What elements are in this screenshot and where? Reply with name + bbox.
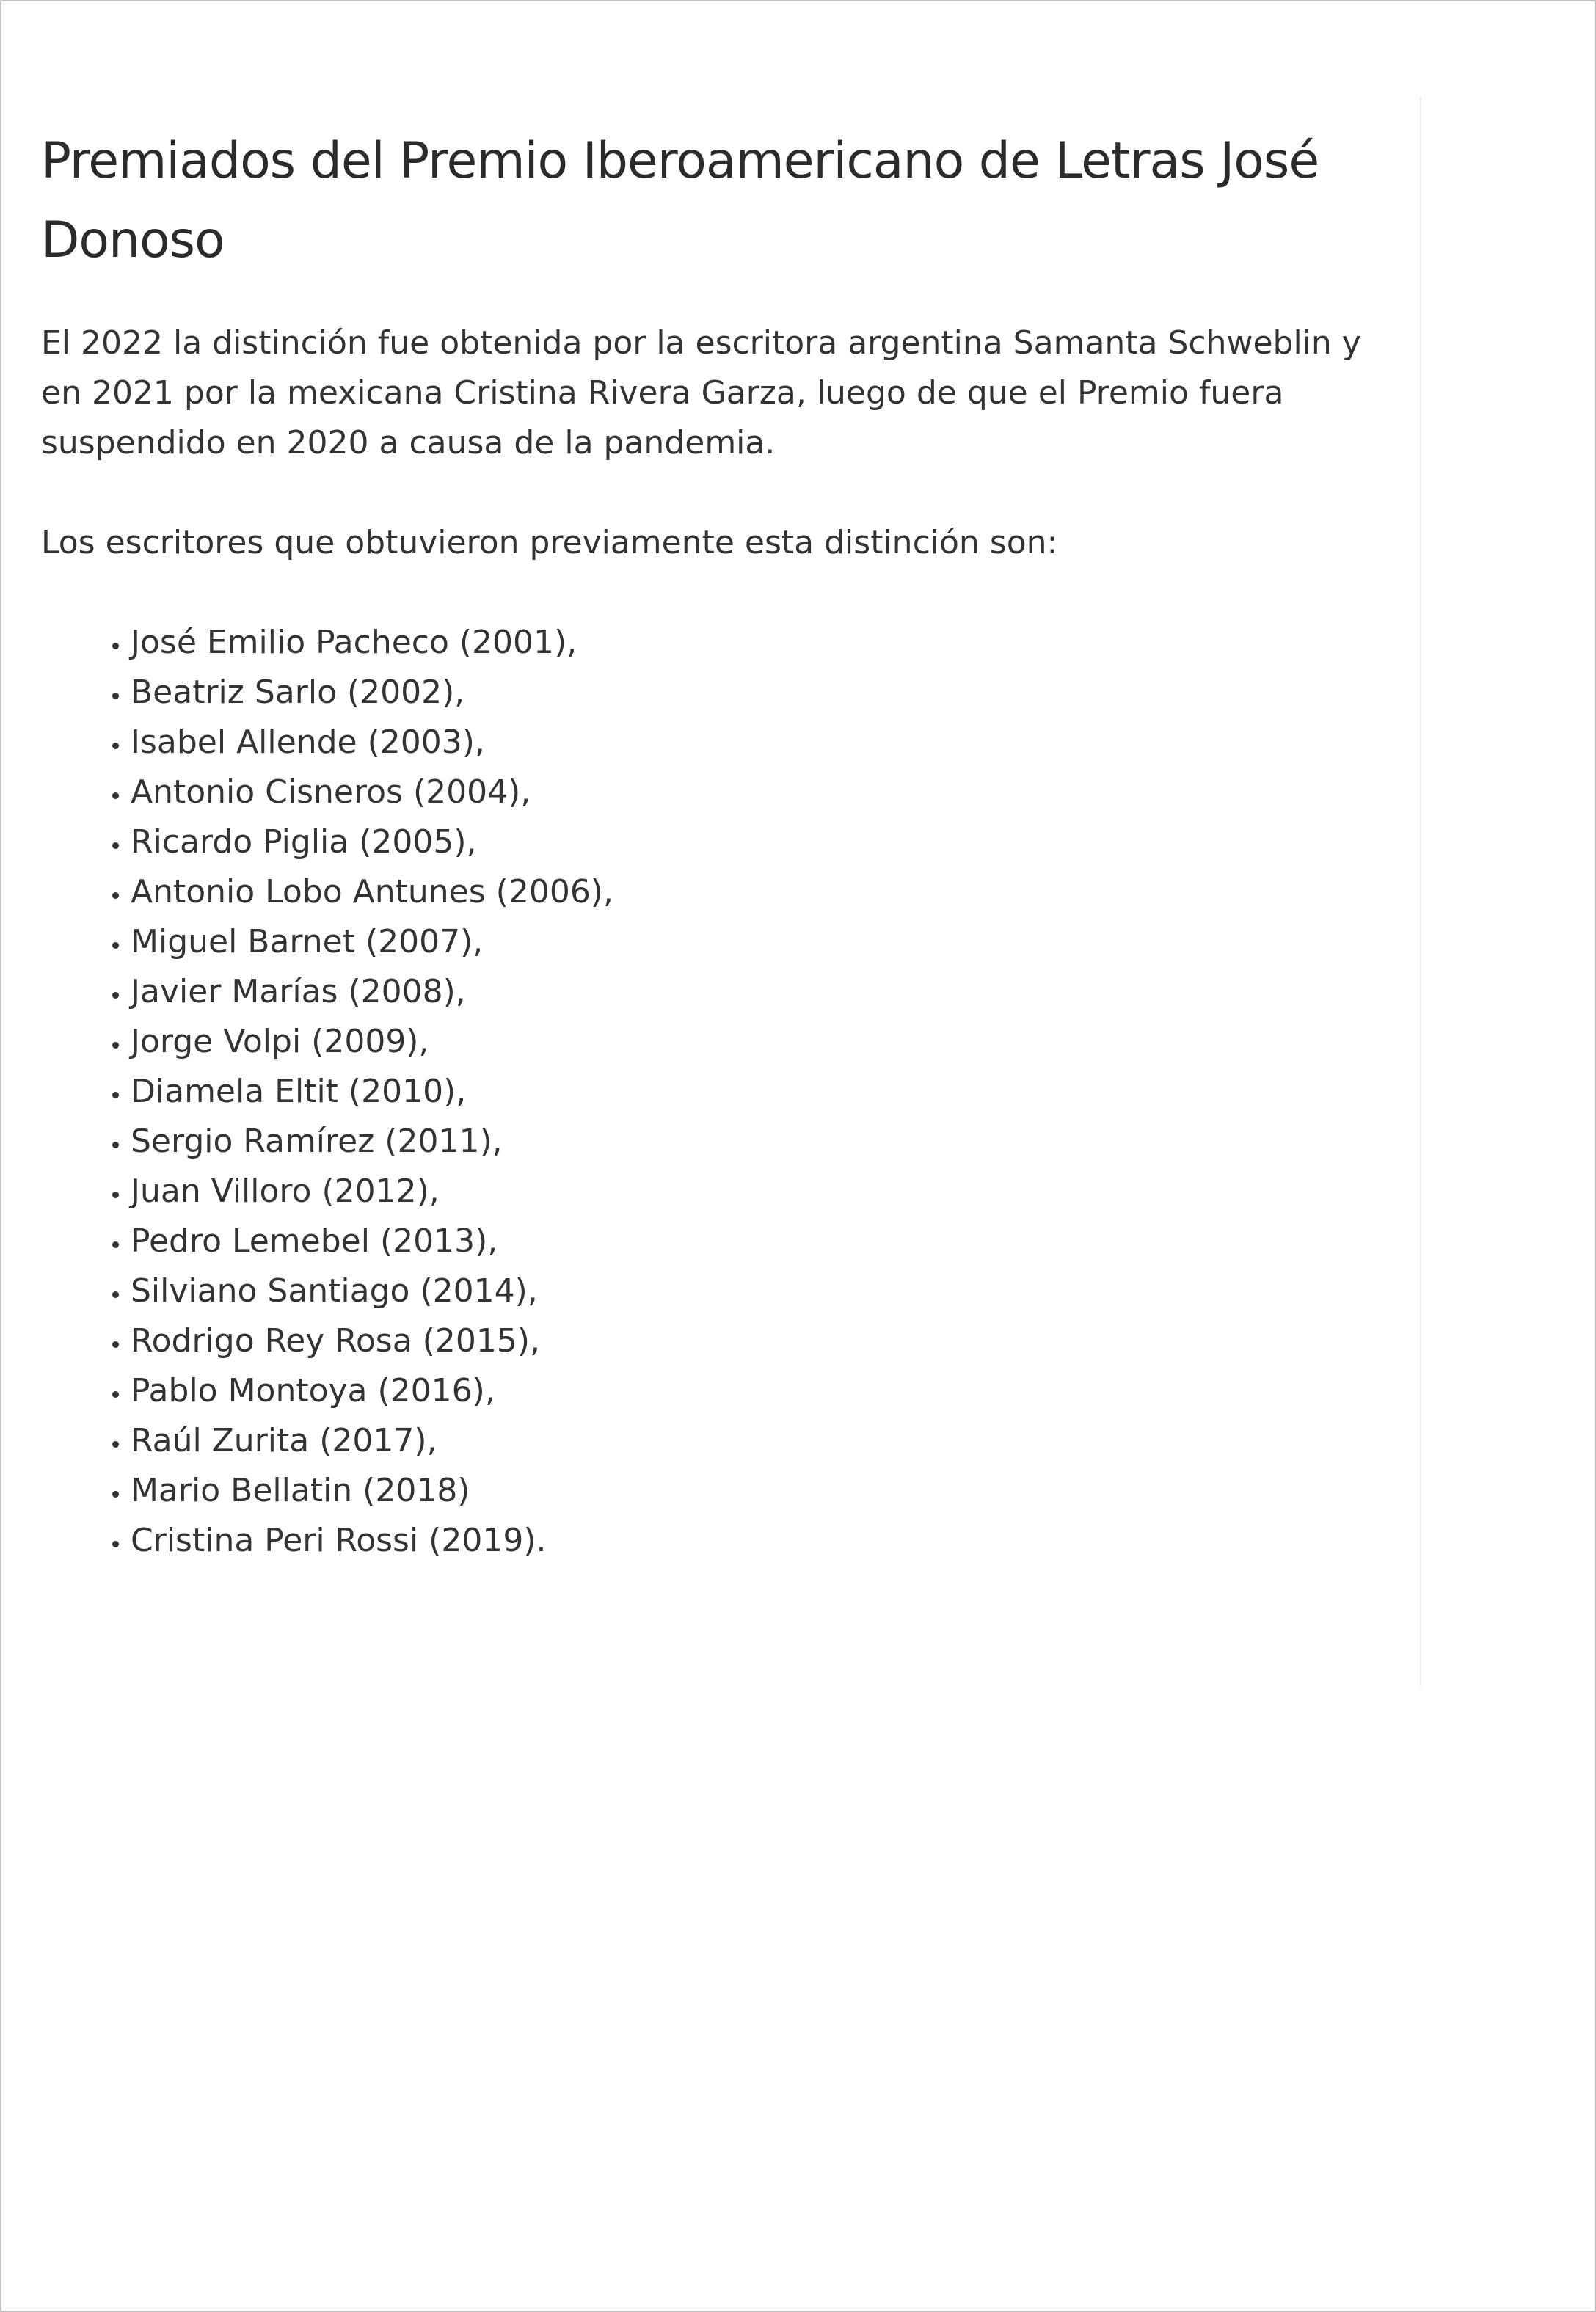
list-item: • Isabel Allende (2003), — [131, 718, 1399, 767]
list-item: • Jorge Volpi (2009), — [131, 1017, 1399, 1067]
intro-paragraph: El 2022 la distinción fue obtenida por la escritora argentina Samanta Schweblin y en 2021 por la mexicana Cristina Rivera Garza, luego de que el Premio fuera suspendido en 2020 a causa de la pandemia. — [41, 324, 1361, 462]
list-item: • Pablo Montoya (2016), — [131, 1366, 1399, 1416]
list-item: • Cristina Peri Rossi (2019). — [131, 1516, 1399, 1566]
list-item: • José Emilio Pacheco (2001), — [131, 618, 1399, 668]
article-content — [41, 122, 1399, 1566]
list-item: • Ricardo Piglia (2005), — [131, 817, 1399, 867]
list-item: • Rodrigo Rey Rosa (2015), — [131, 1316, 1399, 1366]
list-item: • Raúl Zurita (2017), — [131, 1416, 1399, 1466]
winners-list — [41, 618, 1399, 1566]
list-item: • Miguel Barnet (2007), — [131, 917, 1399, 967]
list-item: • Antonio Cisneros (2004), — [131, 767, 1399, 817]
list-item: • Pedro Lemebel (2013), — [131, 1217, 1399, 1266]
page-title: Premiados del Premio Iberoamericano de Letras José Donoso — [41, 132, 1319, 269]
list-item: • Diamela Eltit (2010), — [131, 1067, 1399, 1117]
list-intro: Los escritores que obtuvieron previamente esta distinción son: — [41, 524, 1058, 561]
list-item: • Beatriz Sarlo (2002), — [131, 668, 1399, 718]
list-item: • Silviano Santiago (2014), — [131, 1266, 1399, 1316]
list-item: • Javier Marías (2008), — [131, 967, 1399, 1017]
list-item: • Juan Villoro (2012), — [131, 1167, 1399, 1217]
list-item: • Sergio Ramírez (2011), — [131, 1117, 1399, 1167]
sidebar-divider — [1420, 97, 1421, 1686]
list-item: • Mario Bellatin (2018) — [131, 1466, 1399, 1516]
list-item: • Antonio Lobo Antunes (2006), — [131, 867, 1399, 917]
